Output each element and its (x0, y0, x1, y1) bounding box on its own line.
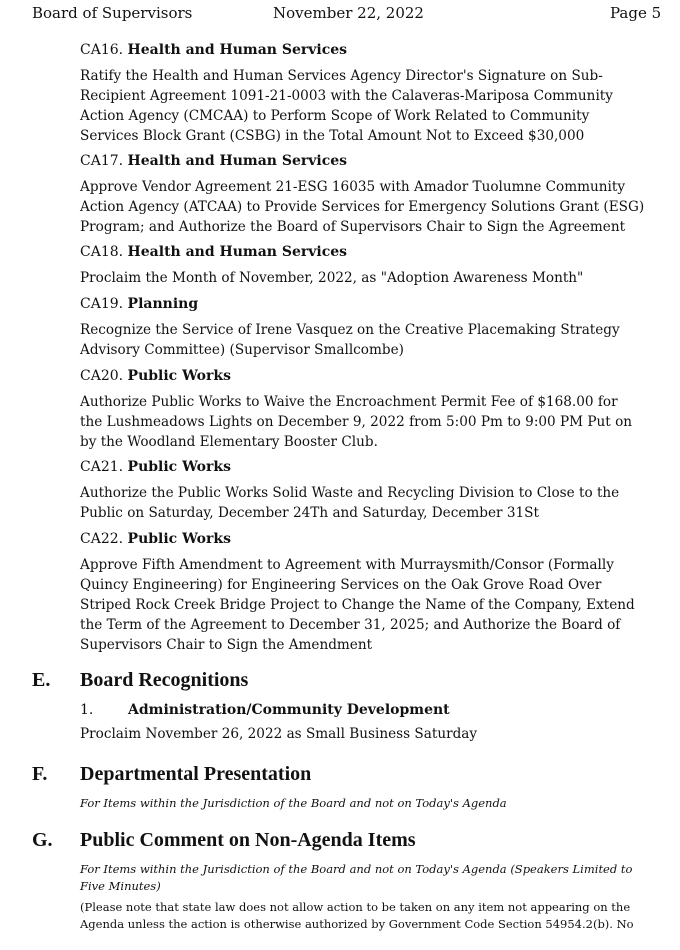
description-line: Advisory Committee) (Supervisor Smallcombe) (80, 342, 404, 358)
agenda-item-ca17 (80, 151, 670, 237)
agenda-item-ca21 (80, 457, 670, 523)
item-heading (80, 529, 670, 549)
item-heading (80, 366, 670, 386)
section-title-board-recognitions: Board Recognitions (80, 669, 249, 691)
agenda-item-ca16 (80, 40, 670, 146)
note-line: Agenda unless the action is otherwise authorized by Government Code Section 54954.2(b). No (80, 917, 634, 931)
item-description (80, 66, 670, 146)
recognition-item-description: Proclaim November 26, 2022 as Small Business Saturday (80, 726, 478, 742)
description-line: by the Woodland Elementary Booster Club. (80, 434, 378, 450)
recognition-item-number: 1. (80, 702, 94, 718)
agenda-item-ca18 (80, 242, 670, 288)
item-code: CA22. (80, 531, 124, 547)
section-letter-g: G. (32, 829, 53, 851)
agenda-item-ca19 (80, 294, 670, 360)
description-line: Approve Vendor Agreement 21-ESG 16035 with Amador Tuolumne Community (80, 179, 625, 195)
item-heading (80, 40, 670, 60)
description-line: Action Agency (ATCAA) to Provide Services for Emergency Solutions Grant (ESG) (80, 199, 645, 215)
description-line: Approve Fifth Amendment to Agreement with Murraysmith/Consor (Formally (80, 557, 614, 573)
item-description (80, 268, 670, 288)
section-g-italic-note (80, 861, 670, 895)
item-department: Public Works (127, 368, 231, 384)
italic-line: For Items within the Jurisdiction of the Board and not on Today's Agenda (Speakers Limited to (80, 862, 633, 876)
header-date: November 22, 2022 (273, 4, 424, 22)
item-description (80, 177, 670, 237)
italic-line: Five Minutes) (80, 879, 161, 893)
item-department: Health and Human Services (127, 153, 348, 169)
description-line: Public on Saturday, December 24Th and Saturday, December 31St (80, 505, 539, 521)
description-line: Ratify the Health and Human Services Agency Director's Signature on Sub- (80, 68, 603, 84)
item-description (80, 483, 670, 523)
item-code: CA16. (80, 42, 124, 58)
description-line: Authorize the Public Works Solid Waste and Recycling Division to Close to the (80, 485, 620, 501)
item-code: CA18. (80, 244, 124, 260)
item-code: CA21. (80, 459, 124, 475)
item-department: Public Works (127, 459, 231, 475)
description-line: the Term of the Agreement to December 31, 2025; and Authorize the Board of (80, 617, 621, 633)
item-description (80, 555, 670, 655)
section-f-note: For Items within the Jurisdiction of the Board and not on Today's Agenda (80, 796, 507, 810)
description-line: Quincy Engineering) for Engineering Services on the Oak Grove Road Over (80, 577, 602, 593)
description-line: Proclaim the Month of November, 2022, as "Adoption Awareness Month" (80, 270, 584, 286)
item-description (80, 320, 670, 360)
description-line: Recipient Agreement 1091-21-0003 with the Calaveras-Mariposa Community (80, 88, 613, 104)
item-department: Health and Human Services (127, 42, 348, 58)
item-heading (80, 151, 670, 171)
section-title-departmental-presentation: Departmental Presentation (80, 763, 312, 785)
agenda-item-ca20 (80, 366, 670, 452)
section-title-public-comment: Public Comment on Non-Agenda Items (80, 829, 416, 851)
note-line: (Please note that state law does not allow action to be taken on any item not appearing on the (80, 900, 631, 914)
header-board-name: Board of Supervisors (32, 4, 193, 22)
item-code: CA20. (80, 368, 124, 384)
item-code: CA19. (80, 296, 124, 312)
item-code: CA17. (80, 153, 124, 169)
description-line: Supervisors Chair to Sign the Amendment (80, 637, 373, 653)
item-heading (80, 242, 670, 262)
item-department: Planning (127, 296, 199, 312)
description-line: Authorize Public Works to Waive the Encroachment Permit Fee of $168.00 for (80, 394, 618, 410)
section-letter-f: F. (32, 763, 48, 785)
header-page-number: Page 5 (610, 4, 662, 22)
item-heading (80, 457, 670, 477)
description-line: Services Block Grant (CSBG) in the Total Amount Not to Exceed $30,000 (80, 128, 585, 144)
section-letter-e: E. (32, 669, 51, 691)
description-line: the Lushmeadows Lights on December 9, 2022 from 5:00 Pm to 9:00 PM Put on (80, 414, 633, 430)
section-g-legal-note (80, 899, 670, 933)
item-department: Public Works (127, 531, 231, 547)
item-heading (80, 294, 670, 314)
description-line: Action Agency (CMCAA) to Perform Scope of Work Related to Community (80, 108, 590, 124)
description-line: Program; and Authorize the Board of Supervisors Chair to Sign the Agreement (80, 219, 626, 235)
agenda-item-ca22 (80, 529, 670, 655)
item-department: Health and Human Services (127, 244, 348, 260)
item-description (80, 392, 670, 452)
description-line: Recognize the Service of Irene Vasquez on the Creative Placemaking Strategy (80, 322, 620, 338)
recognition-item-department: Administration/Community Development (128, 702, 450, 718)
description-line: Striped Rock Creek Bridge Project to Change the Name of the Company, Extend (80, 597, 635, 613)
